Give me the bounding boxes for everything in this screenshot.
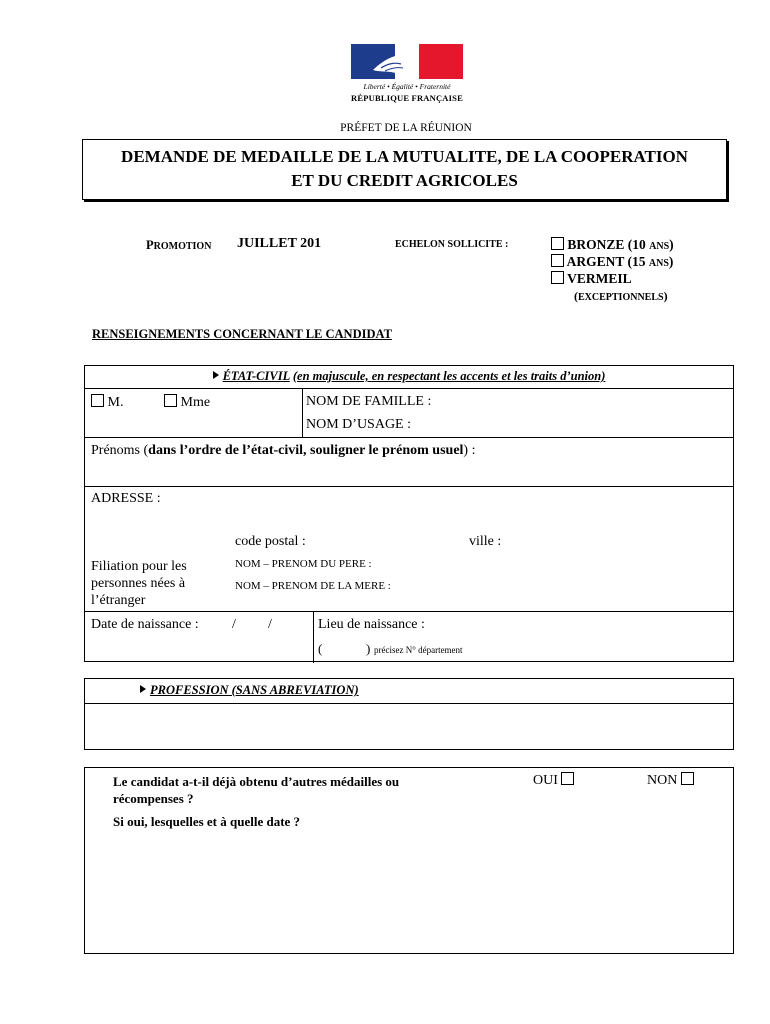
echelon-note-text: EXCEPTIONNELS: [578, 292, 664, 303]
nom-mere-label: NOM – PRENOM DE LA MERE :: [235, 580, 391, 592]
page-title-line2: ET DU CREDIT AGRICOLES: [291, 171, 518, 190]
medailles-question: Le candidat a-t-il déjà obtenu d’autres médailles ou récompenses ?: [113, 774, 400, 806]
code-postal-label: code postal :: [235, 534, 306, 549]
medailles-non[interactable]: [647, 772, 694, 789]
bronze-label: BRONZE: [567, 237, 625, 252]
filiation-label: Filiation pour les personnes nées à l’étranger: [91, 559, 187, 608]
marianne-logo: [351, 44, 463, 106]
etat-civil-table: [84, 365, 734, 662]
bronze-checkbox[interactable]: [551, 237, 564, 250]
oui-checkbox[interactable]: [561, 772, 574, 785]
civility-mme-checkbox[interactable]: [164, 394, 177, 407]
medailles-table: [84, 767, 734, 954]
nom-usage-label: NOM D’USAGE :: [306, 417, 411, 432]
nom-pere-label: NOM – PRENOM DU PERE :: [235, 558, 372, 570]
logo-motto: Liberté • Égalité • Fraternité: [363, 82, 451, 91]
departement-hint: précisez N° département: [374, 645, 463, 655]
bronze-close: ): [669, 237, 674, 252]
prefet-label: PRÉFET DE LA RÉUNION: [340, 122, 472, 134]
echelon-option-argent[interactable]: [551, 254, 673, 270]
non-checkbox[interactable]: [681, 772, 694, 785]
promotion-label-initial: P: [146, 238, 154, 252]
profession-title: PROFESSION (SANS ABREVIATION): [150, 683, 359, 697]
marianne-flag-icon: [351, 44, 463, 79]
prenoms-label: [91, 443, 475, 459]
prenoms-prefix: Prénoms (: [91, 443, 149, 458]
echelon-note: [574, 289, 668, 304]
page-title-line1: DEMANDE DE MEDAILLE DE LA MUTUALITE, DE LA COOPERATION: [121, 147, 688, 166]
argent-label: ARGENT: [566, 254, 625, 269]
departement-paren-open: (: [318, 641, 323, 656]
vermeil-label: VERMEIL: [567, 271, 632, 286]
date-slash-1: /: [232, 617, 236, 632]
argent-unit: ANS: [648, 258, 669, 269]
bronze-detail: (10: [627, 237, 646, 252]
echelon-option-vermeil[interactable]: [551, 271, 632, 287]
departement-paren-close: ): [366, 641, 371, 656]
echelon-option-bronze[interactable]: [551, 237, 674, 253]
bronze-unit: ANS: [649, 241, 670, 252]
triangle-bullet-icon: [213, 371, 219, 379]
etat-civil-title: ÉTAT-CIVIL: [222, 369, 290, 383]
non-label: NON: [647, 773, 678, 788]
promotion-value: JUILLET 201: [237, 236, 322, 251]
section-candidat-heading: RENSEIGNEMENTS CONCERNANT LE CANDIDAT: [92, 327, 392, 341]
civility-mme[interactable]: [164, 394, 210, 411]
lieu-naissance-label: Lieu de naissance :: [318, 617, 425, 632]
argent-checkbox[interactable]: [551, 254, 564, 267]
nom-famille-label: NOM DE FAMILLE :: [306, 394, 432, 409]
medailles-lesquelles: Si oui, lesquelles et à quelle date ?: [113, 814, 301, 829]
title-box: [82, 139, 727, 200]
echelon-label: ECHELON SOLLICITE :: [395, 239, 509, 250]
profession-header: [140, 683, 359, 698]
civility-m[interactable]: [91, 394, 123, 411]
logo-republic: RÉPUBLIQUE FRANÇAISE: [351, 93, 463, 103]
oui-label: OUI: [533, 773, 558, 788]
echelon-note-close: ): [663, 289, 668, 303]
prenoms-instruction: dans l’ordre de l’état-civil, souligner le prénom usuel: [148, 443, 464, 458]
promotion-label: [146, 238, 211, 253]
medailles-oui[interactable]: [533, 772, 574, 789]
promotion-label-rest: ROMOTION: [153, 241, 212, 252]
profession-table: [84, 678, 734, 750]
date-naissance-label: Date de naissance :: [91, 617, 199, 632]
adresse-label: ADRESSE :: [91, 491, 161, 506]
ville-label: ville :: [469, 534, 502, 549]
civility-mme-label: Mme: [180, 395, 211, 410]
etat-civil-header: [85, 369, 733, 384]
date-slash-2: /: [268, 617, 272, 632]
etat-civil-note: (en majuscule, en respectant les accents et les traits d’union): [292, 369, 606, 383]
argent-close: ): [668, 254, 674, 269]
prenoms-suffix: ) :: [463, 443, 476, 458]
civility-m-checkbox[interactable]: [91, 394, 104, 407]
echelon-note-open: (: [574, 289, 578, 303]
vermeil-checkbox[interactable]: [551, 271, 564, 284]
civility-m-label: M.: [107, 395, 124, 410]
triangle-bullet-icon: [140, 685, 146, 693]
argent-detail: (15: [627, 254, 646, 269]
